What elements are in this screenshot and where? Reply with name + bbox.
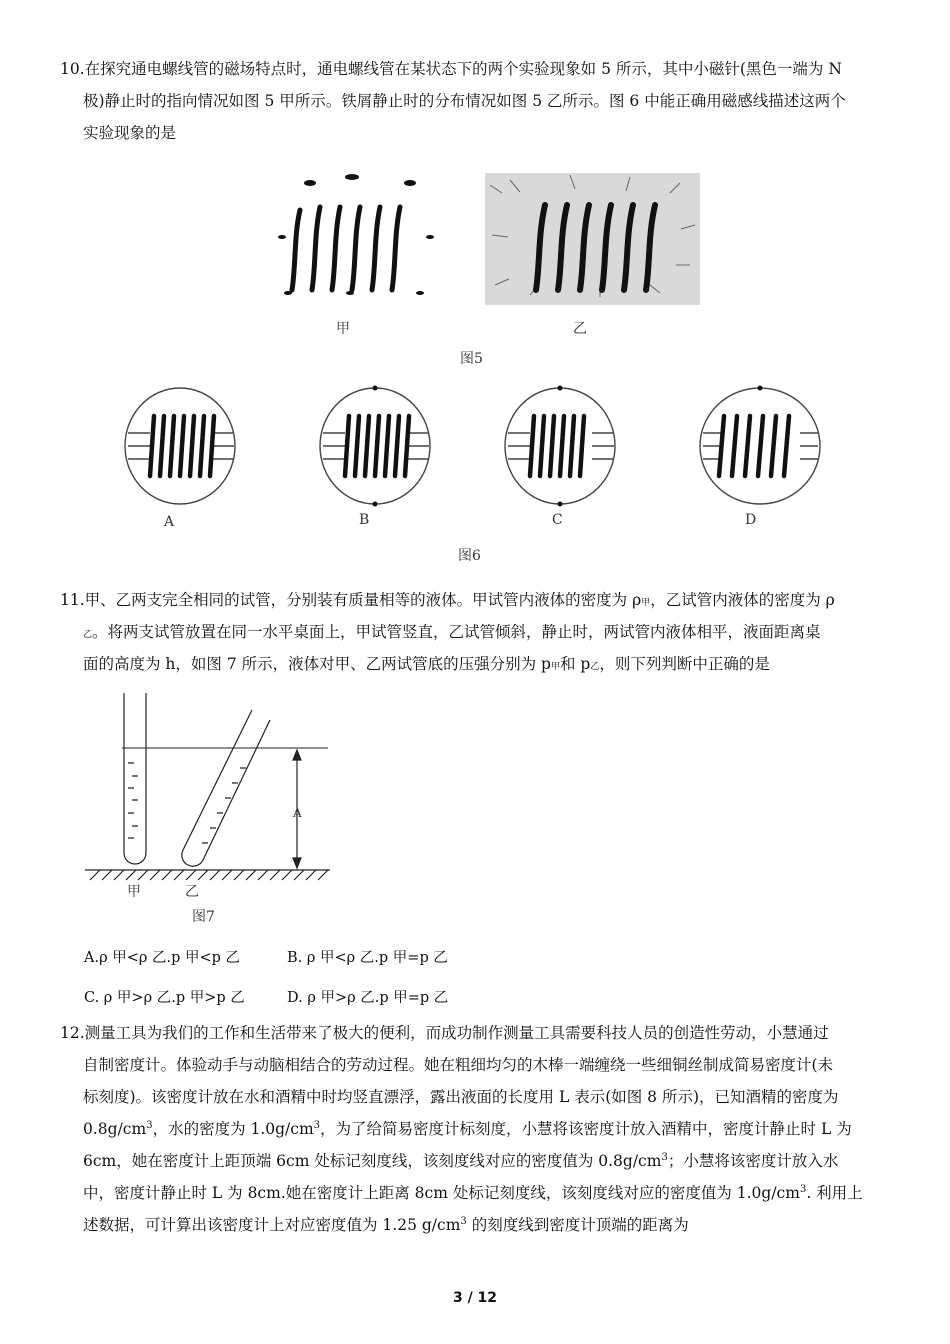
figure-7-label-yi: 乙	[185, 884, 199, 900]
q12-line-7-part-a: 述数据，可计算出该密度计上对应密度值为 1.25 g/cm	[83, 1216, 461, 1234]
q11-option-d[interactable]: D. ρ 甲>ρ 乙.p 甲=p 乙	[287, 990, 449, 1006]
q11-rho-yi-subscript: 乙	[83, 630, 93, 640]
figure-6-label-c: C	[552, 512, 563, 528]
q12-line-6	[83, 1178, 863, 1209]
figure-5-caption: 图5	[460, 351, 483, 367]
q12-line-4	[83, 1114, 852, 1145]
q11-line-2	[83, 617, 821, 651]
q11-line-1-part-a: 11.甲、乙两支完全相同的试管，分别装有质量相等的液体。甲试管内液体的密度为 ρ	[60, 591, 642, 609]
q10-line-3: 实验现象的是	[83, 124, 177, 142]
q11-p-jia-subscript: 甲	[550, 662, 560, 672]
q12-line-1: 12.测量工具为我们的工作和生活带来了极大的便利，而成功制作测量工具需要科技人员的创造性劳动，小慧通过	[60, 1024, 829, 1042]
figure-6	[120, 378, 840, 568]
option-d-solenoid	[719, 416, 789, 476]
figure-7	[80, 688, 360, 933]
q11-line-1	[60, 585, 835, 619]
q11-option-b[interactable]: B. ρ 甲<ρ 乙.p 甲=p 乙	[287, 950, 448, 966]
q10-line-1: 10.在探究通电螺线管的磁场特点时，通电螺线管在某状态下的两个实验现象如 5 所示，其中小磁针(黑色一端为 N	[60, 60, 842, 78]
figure-7-drawing	[80, 688, 360, 888]
q12-line-4-part-b: ，水的密度为 1.0g/cm	[152, 1120, 314, 1138]
q12-line-4-sup-1: 3	[146, 1119, 153, 1131]
tube-jia	[124, 693, 146, 864]
q11-rho-jia-subscript: 甲	[641, 598, 651, 608]
figure-7-caption: 图7	[192, 909, 215, 925]
q12-line-5-part-a: 6cm，她在密度计上距顶端 6cm 处标记刻度线，该刻度线对应的密度值为 0.8g/cm	[83, 1152, 662, 1170]
q11-line-3	[83, 649, 770, 683]
figure-7-label-jia: 甲	[127, 884, 141, 900]
figure-6-caption: 图6	[458, 548, 481, 564]
q12-line-4-sup-2: 3	[313, 1119, 321, 1131]
option-c-solenoid	[530, 416, 584, 476]
iron-filings	[485, 173, 700, 305]
q12-line-7-part-b: 的刻度线到密度计顶端的距离为	[466, 1216, 689, 1234]
figure-6-label-b: B	[359, 512, 370, 528]
q12-line-7	[83, 1210, 689, 1241]
ground-hatching	[85, 870, 330, 880]
q12-line-7-sup: 3	[460, 1215, 467, 1227]
q12-line-6-part-a: 中，密度计静止时 L 为 8cm.她在密度计上距离 8cm 处标记刻度线，该刻度线对应的密度值为 1.0g/cm	[83, 1184, 800, 1202]
q10-line-2: 极)静止时的指向情况如图 5 甲所示。铁屑静止时的分布情况如图 5 乙所示。图 6 中能正确用磁感线描述这两个	[83, 92, 846, 110]
option-b-solenoid	[345, 416, 409, 476]
figure-6-drawing	[120, 378, 840, 518]
q11-p-yi-subscript: 乙	[590, 662, 600, 672]
q11-line-3-part-c: ，则下列判断中正确的是	[599, 655, 770, 673]
q12-line-2: 自制密度计。体验动手与动脑相结合的劳动过程。她在粗细均匀的木棒一端缠绕一些细铜丝制成简易密度计(未	[83, 1056, 834, 1074]
q12-line-5-part-b: ；小慧将该密度计放入水	[667, 1152, 839, 1170]
figure-5-label-jia: 甲	[336, 321, 350, 337]
q12-line-5	[83, 1146, 838, 1177]
q12-line-4-part-c: ，为了给简易密度计标刻度，小慧将该密度计放入酒精中，密度计静止时 L 为	[320, 1120, 852, 1138]
q11-option-c[interactable]: C. ρ 甲>ρ 乙.p 甲>p 乙	[84, 990, 245, 1006]
figure-5	[270, 165, 710, 365]
figure-6-label-a: A	[164, 514, 175, 530]
option-a-solenoid	[150, 416, 214, 476]
q12-line-4-part-a: 0.8g/cm	[83, 1120, 147, 1138]
figure-7-height-label: A	[293, 806, 302, 820]
q11-line-2-text: 。将两支试管放置在同一水平桌面上，甲试管竖直，乙试管倾斜，静止时，两试管内液体相平，液面距离桌	[92, 623, 821, 641]
figure-6-label-d: D	[745, 512, 757, 528]
q12-line-5-sup: 3	[661, 1151, 668, 1163]
tube-yi	[182, 710, 270, 866]
figure-5-label-yi: 乙	[573, 321, 587, 337]
solenoid-jia	[292, 207, 400, 290]
q11-line-3-part-b: 和 p	[560, 655, 591, 673]
q11-line-1-part-b: ，乙试管内液体的密度为 ρ	[650, 591, 835, 609]
q11-option-a[interactable]: A.ρ 甲<ρ 乙.p 甲<p 乙	[84, 950, 241, 966]
q12-line-6-sup: 3	[799, 1183, 807, 1195]
q12-line-6-part-b: . 利用上	[806, 1184, 863, 1202]
q11-line-3-part-a: 面的高度为 h，如图 7 所示，液体对甲、乙两试管底的压强分别为 p	[83, 655, 551, 673]
q12-line-3: 标刻度)。该密度计放在水和酒精中时均竖直漂浮，露出液面的长度用 L 表示(如图 8 所示)，已知酒精的密度为	[83, 1088, 839, 1106]
page-number: 3 / 12	[452, 1290, 498, 1306]
